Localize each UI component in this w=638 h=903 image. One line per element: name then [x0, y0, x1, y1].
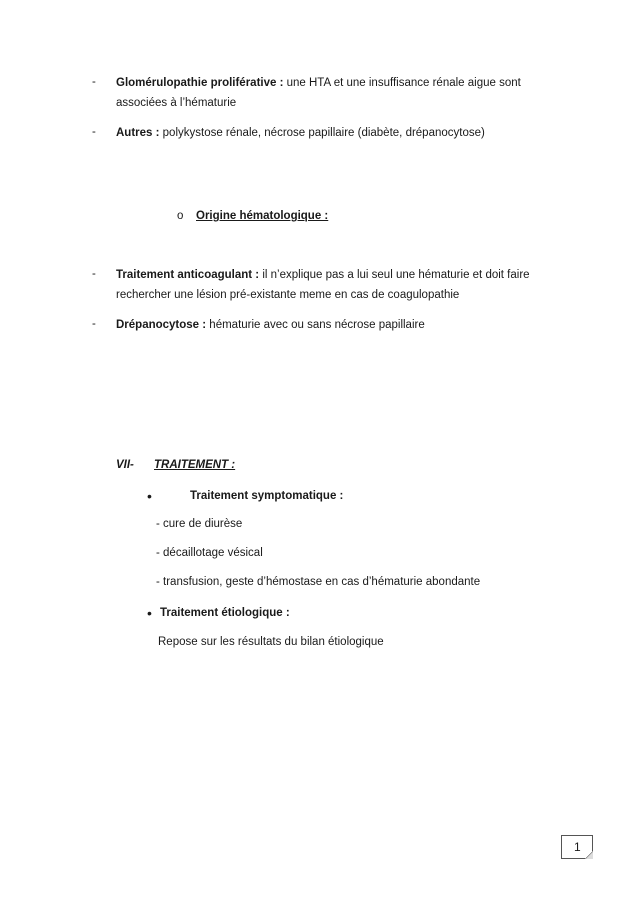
- list-dash: -: [92, 268, 96, 280]
- subheading-origine-hematologique: Origine hématologique :: [196, 210, 329, 222]
- bullet-dot: •: [147, 605, 152, 621]
- item-text-continuation: rechercher une lésion pré-existante meme en cas de coagulopathie: [116, 289, 460, 301]
- list-dash: -: [92, 318, 96, 330]
- item-title: Traitement anticoagulant :: [116, 269, 260, 281]
- treatment-item: - cure de diurèse: [156, 518, 243, 530]
- item-title: Autres :: [116, 127, 160, 139]
- list-item-autres: [116, 126, 485, 140]
- item-text: polykystose rénale, nécrose papillaire (diabète, drépanocytose): [159, 127, 485, 139]
- list-item-drepanocytose: [116, 318, 425, 332]
- item-text-continuation: associées à l’hématurie: [116, 97, 237, 109]
- list-dash: -: [92, 126, 96, 138]
- item-text: hématurie avec ou sans nécrose papillaire: [206, 319, 425, 331]
- list-item-anticoagulant: [116, 268, 530, 282]
- treatment-item: - transfusion, geste d’hémostase en cas d’hématurie abondante: [156, 576, 481, 588]
- treatment-text: Repose sur les résultats du bilan étiologique: [158, 636, 384, 648]
- section-title: TRAITEMENT :: [154, 459, 236, 471]
- item-text: il n’explique pas a lui seul une hématurie et doit faire: [259, 269, 530, 281]
- section-number: VII-: [116, 459, 134, 471]
- item-text: une HTA et une insuffisance rénale aigue sont: [283, 77, 521, 89]
- page-number-box: [561, 835, 593, 859]
- list-dash: -: [92, 76, 96, 88]
- subheading-traitement-etiologique: Traitement étiologique :: [160, 607, 290, 619]
- circle-bullet: o: [177, 210, 184, 222]
- page-number: 1: [574, 840, 581, 854]
- subheading-traitement-symptomatique: Traitement symptomatique :: [190, 490, 344, 502]
- list-item-glomerulopathie: [116, 76, 521, 90]
- item-title: Glomérulopathie proliférative :: [116, 77, 284, 89]
- treatment-item: - décaillotage vésical: [156, 547, 263, 559]
- bullet-dot: •: [147, 488, 152, 504]
- folded-corner-icon: [585, 851, 593, 859]
- item-title: Drépanocytose :: [116, 319, 207, 331]
